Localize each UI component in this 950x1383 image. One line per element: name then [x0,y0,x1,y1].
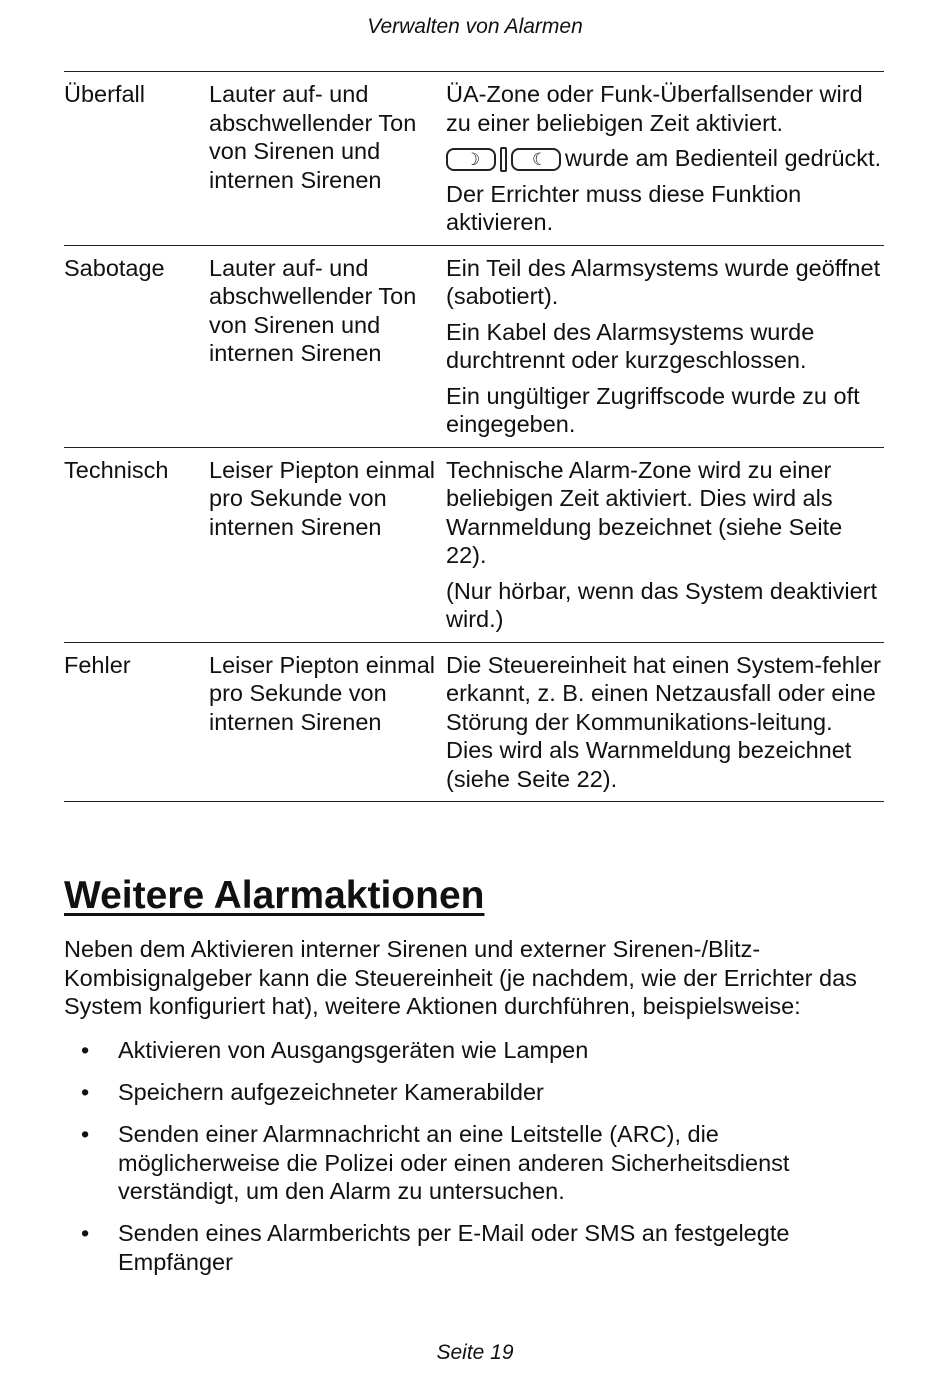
separator-key-icon [500,147,507,172]
table-row [64,642,884,802]
bullet-icon: • [81,1037,90,1063]
alarm-sound-cell: Leiser Piepton einmal pro Sekunde von internen Sirenen [209,456,435,540]
list-item [64,1078,884,1107]
section-title: Weitere Alarmaktionen [64,874,485,917]
alarm-sound-cell: Lauter auf- und abschwellender Ton von Sirenen und internen Sirenen [209,81,417,193]
cause-text: Die Steuereinheit hat einen System-fehler erkannt, z. B. einen Netzausfall oder eine Störung der Kommunikations-leitung. Dies wird als Warnmeldung bezeichnet (siehe Seite 22). [446,651,881,792]
alarm-cause-cell [446,642,884,802]
alarm-type-cell: Überfall [64,81,145,107]
alarm-table [64,71,884,802]
bullet-icon: • [81,1220,90,1246]
moon-key-icon: ☽ [446,148,496,171]
list-item-text: Speichern aufgezeichneter Kamerabilder [118,1079,544,1105]
crescent-key-icon: ☾ [511,148,561,171]
intro-paragraph: Neben dem Aktivieren interner Sirenen und externer Sirenen-/Blitz-Kombisignalgeber kann die Steuereinheit (je nachdem, wie der Errichter das System konfiguriert hat), weitere Aktionen durchführen, beispielsweise: [64,936,857,1019]
cause-text-with-keys [446,144,884,173]
alarm-cause-cell [446,447,884,642]
keypad-keys [446,147,561,172]
cause-text: Der Errichter muss diese Funktion aktivieren. [446,180,802,235]
alarm-sound-cell: Leiser Piepton einmal pro Sekunde von internen Sirenen [209,651,435,735]
list-item [64,1120,884,1206]
page-number: Seite 19 [436,1341,514,1364]
list-item [64,1036,884,1065]
cause-text: (Nur hörbar, wenn das System deaktiviert wird.) [446,577,878,632]
list-item-text: Senden eines Alarmberichts per E-Mail oder SMS an festgelegte Empfänger [118,1220,790,1275]
alarm-sound-cell: Lauter auf- und abschwellender Ton von Sirenen und internen Sirenen [209,254,417,366]
cause-text: Ein Teil des Alarmsystems wurde geöffnet (sabotiert). [446,254,881,309]
list-item [64,1219,884,1276]
bullet-icon: • [81,1079,90,1105]
list-item-text: Aktivieren von Ausgangsgeräten wie Lampen [118,1037,589,1063]
action-list [64,1036,884,1290]
cause-text: ÜA-Zone oder Funk-Überfallsender wird zu einer beliebigen Zeit aktiviert. [446,81,863,136]
cause-text: wurde am Bedienteil gedrückt. [565,145,882,171]
list-item-text: Senden einer Alarmnachricht an eine Leitstelle (ARC), die möglicherweise die Polizei oder einen anderen Sicherheitsdienst verständigt, um den Alarm zu untersuchen. [118,1121,790,1204]
table-row [64,245,884,447]
alarm-type-cell: Sabotage [64,254,165,281]
alarm-type-cell: Technisch [64,456,169,483]
alarm-cause-cell [446,72,884,246]
table-row [64,72,884,246]
alarm-cause-cell [446,245,884,447]
table-row [64,447,884,642]
alarm-type-cell: Fehler [64,651,131,678]
running-header: Verwalten von Alarmen [367,15,583,38]
cause-text: Technische Alarm-Zone wird zu einer beliebigen Zeit aktiviert. Dies wird als Warnmeldung bezeichnet (siehe Seite 22). [446,456,843,568]
bullet-icon: • [81,1121,90,1147]
cause-text: Ein ungültiger Zugriffscode wurde zu oft eingegeben. [446,382,860,437]
cause-text: Ein Kabel des Alarmsystems wurde durchtrennt oder kurzgeschlossen. [446,318,815,373]
